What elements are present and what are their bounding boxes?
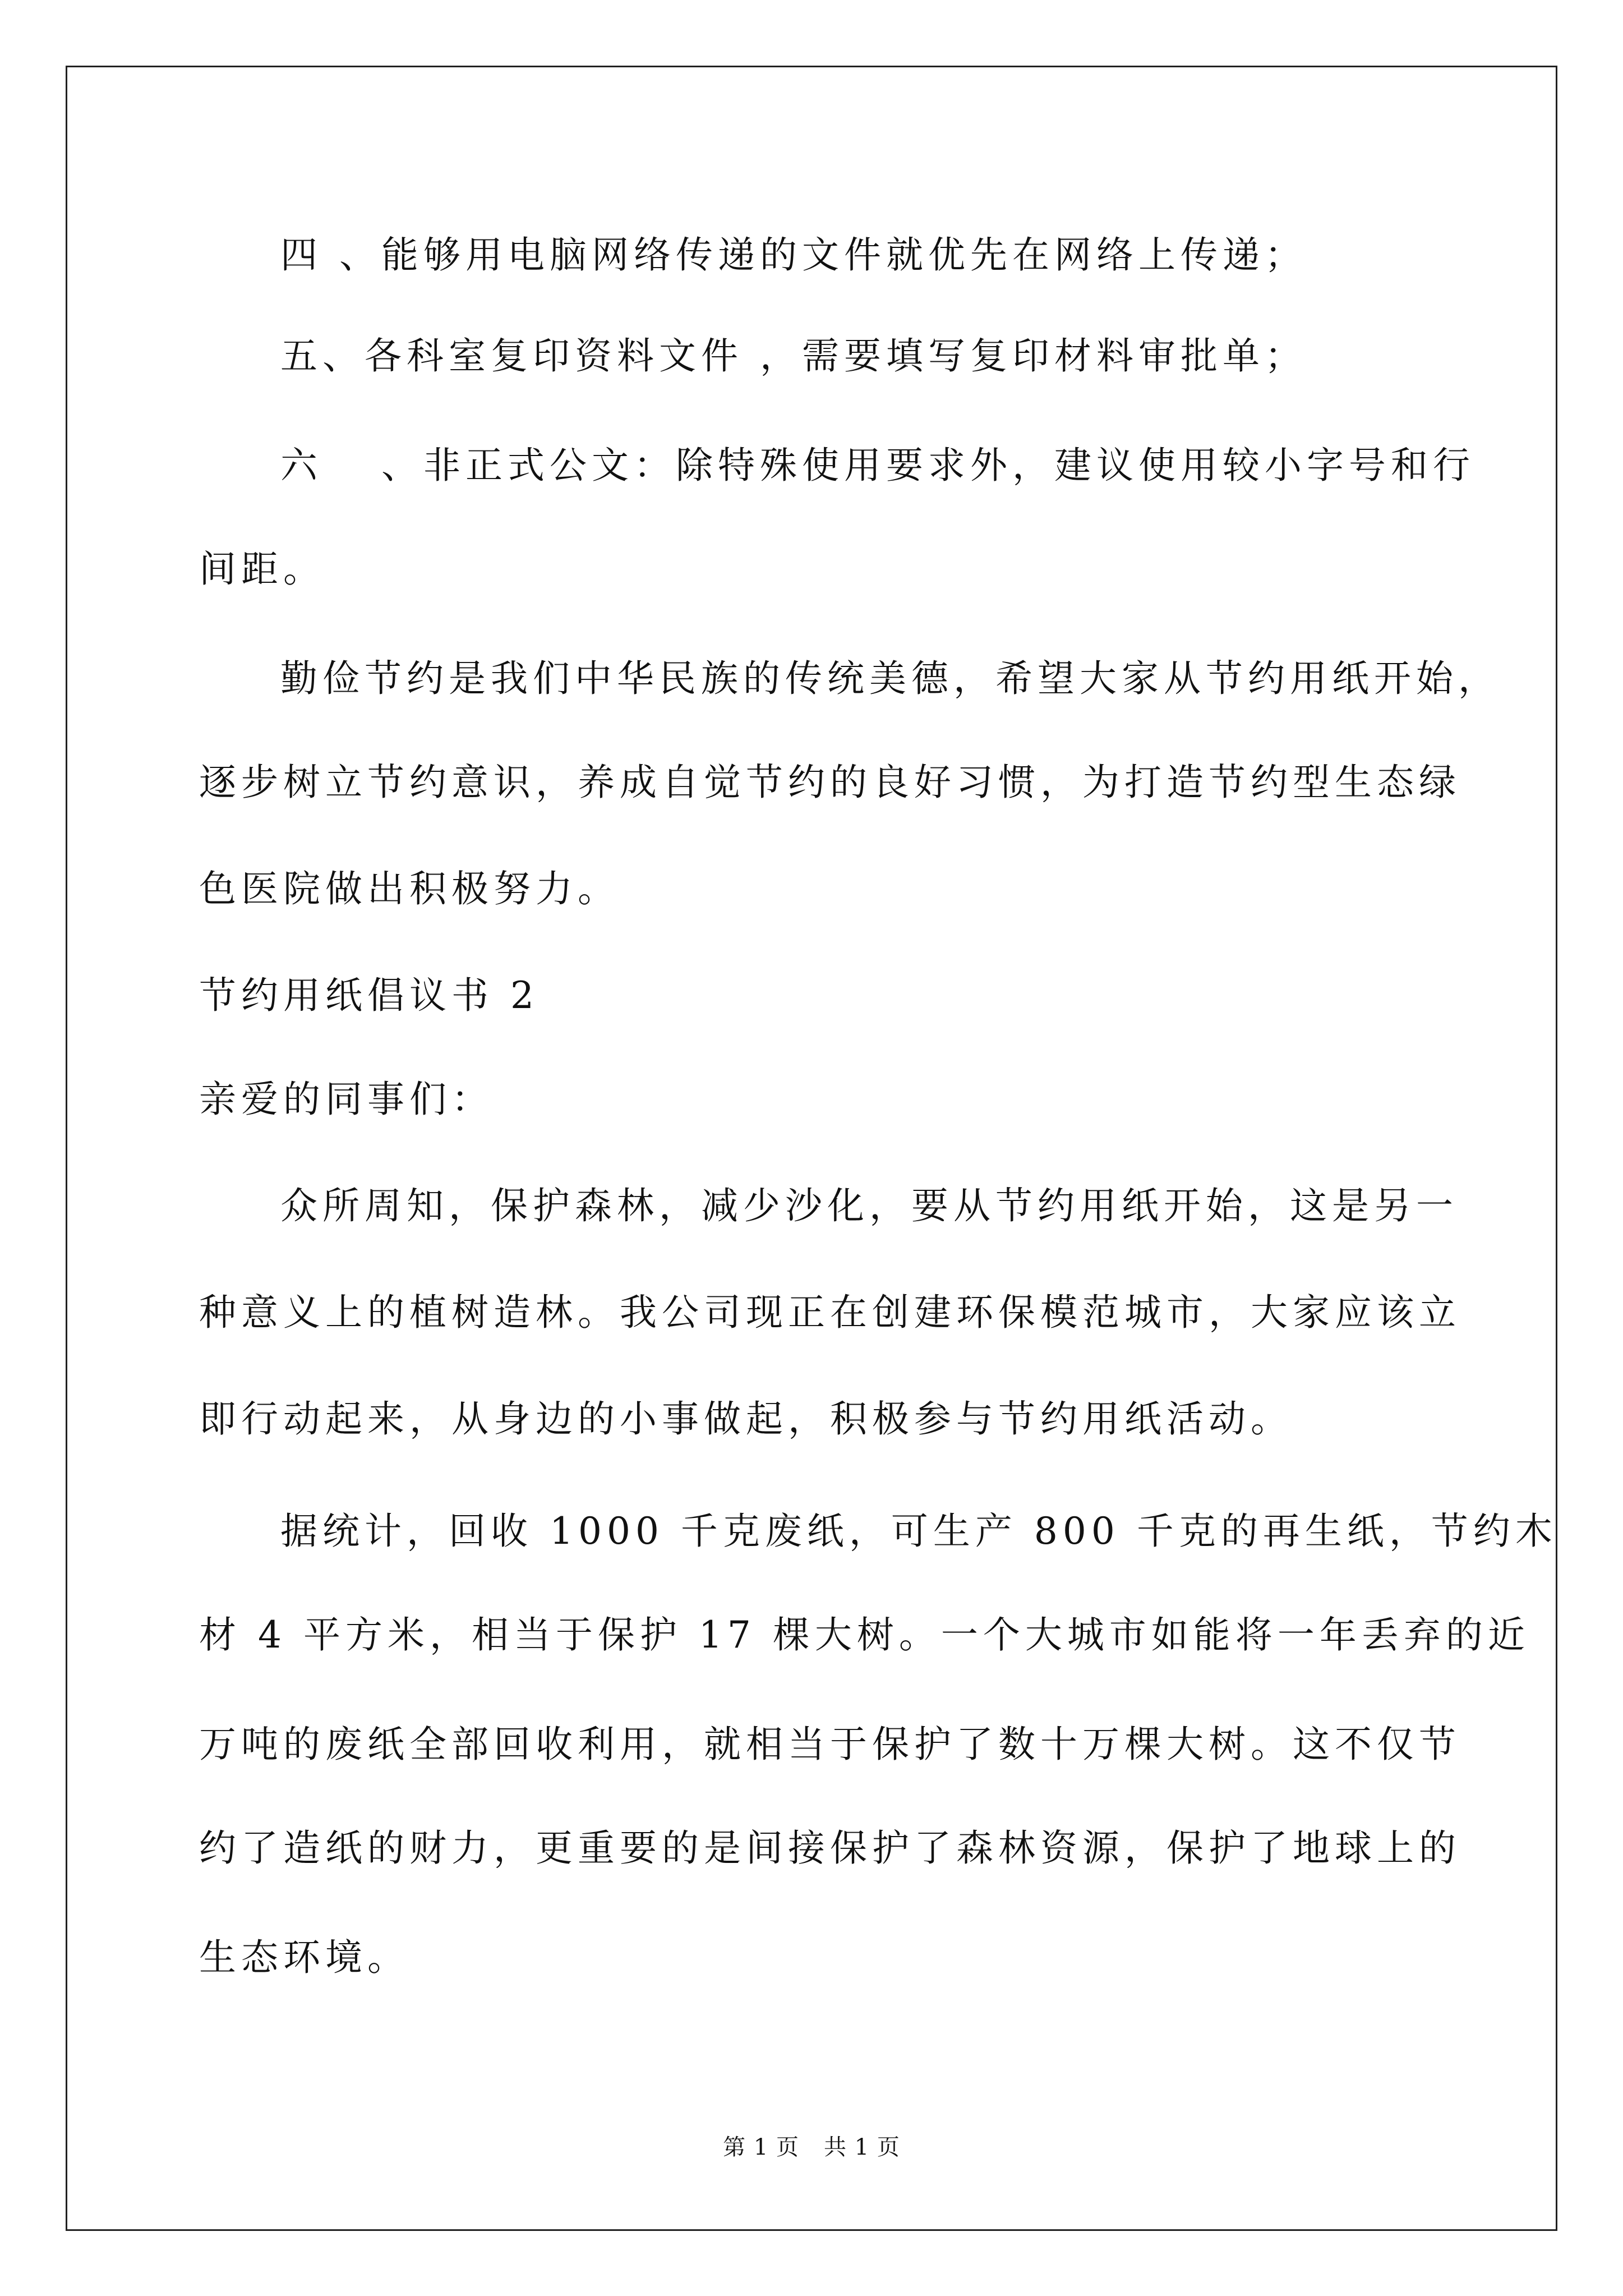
page-number-total: 共 1 页	[824, 2134, 900, 2160]
item-6-text-line1: 六 、非正式公文：除特殊使用要求外，建议使用较小字号和行	[280, 444, 1475, 487]
item-6-text-line2: 间距。	[199, 547, 325, 591]
body-paragraph-2-line5: 生态环境。	[199, 1936, 409, 1979]
body-paragraph-2-line2: 材 4 平方米，相当于保护 17 棵大树。一个大城市如能将一年丢弃的近	[199, 1613, 1530, 1657]
item-4-text: 四 、能够用电脑网络传递的文件就优先在网络上传递；	[280, 233, 1307, 277]
page-footer	[0, 2133, 1623, 2161]
page-border	[66, 66, 1557, 2231]
body-paragraph-1-line2: 种意义上的植树造林。我公司现正在创建环保模范城市，大家应该立	[199, 1291, 1461, 1334]
closing-paragraph-line2: 逐步树立节约意识，养成自觉节约的良好习惯，为打造节约型生态绿	[199, 761, 1461, 804]
page-number-current: 第 1 页	[723, 2134, 799, 2160]
salutation: 亲爱的同事们：	[199, 1078, 494, 1121]
body-paragraph-2-line4: 约了造纸的财力，更重要的是间接保护了森林资源，保护了地球上的	[199, 1826, 1461, 1870]
body-paragraph-1-line1: 众所周知，保护森林，减少沙化，要从节约用纸开始，这是另一	[280, 1184, 1458, 1227]
section-title: 节约用纸倡议书 2	[199, 974, 539, 1017]
closing-paragraph-line3: 色医院做出积极努力。	[199, 867, 620, 910]
body-paragraph-1-line3: 即行动起来，从身边的小事做起，积极参与节约用纸活动。	[199, 1397, 1293, 1441]
closing-paragraph-line1: 勤俭节约是我们中华民族的传统美德，希望大家从节约用纸开始，	[280, 657, 1500, 700]
item-5-text: 五、各科室复印资料文件 ，需要填写复印材料审批单；	[280, 334, 1307, 378]
body-paragraph-2-line3: 万吨的废纸全部回收利用，就相当于保护了数十万棵大树。这不仅节	[199, 1723, 1461, 1766]
body-paragraph-2-line1: 据统计，回收 1000 千克废纸，可生产 800 千克的再生纸，节约木	[280, 1510, 1557, 1553]
